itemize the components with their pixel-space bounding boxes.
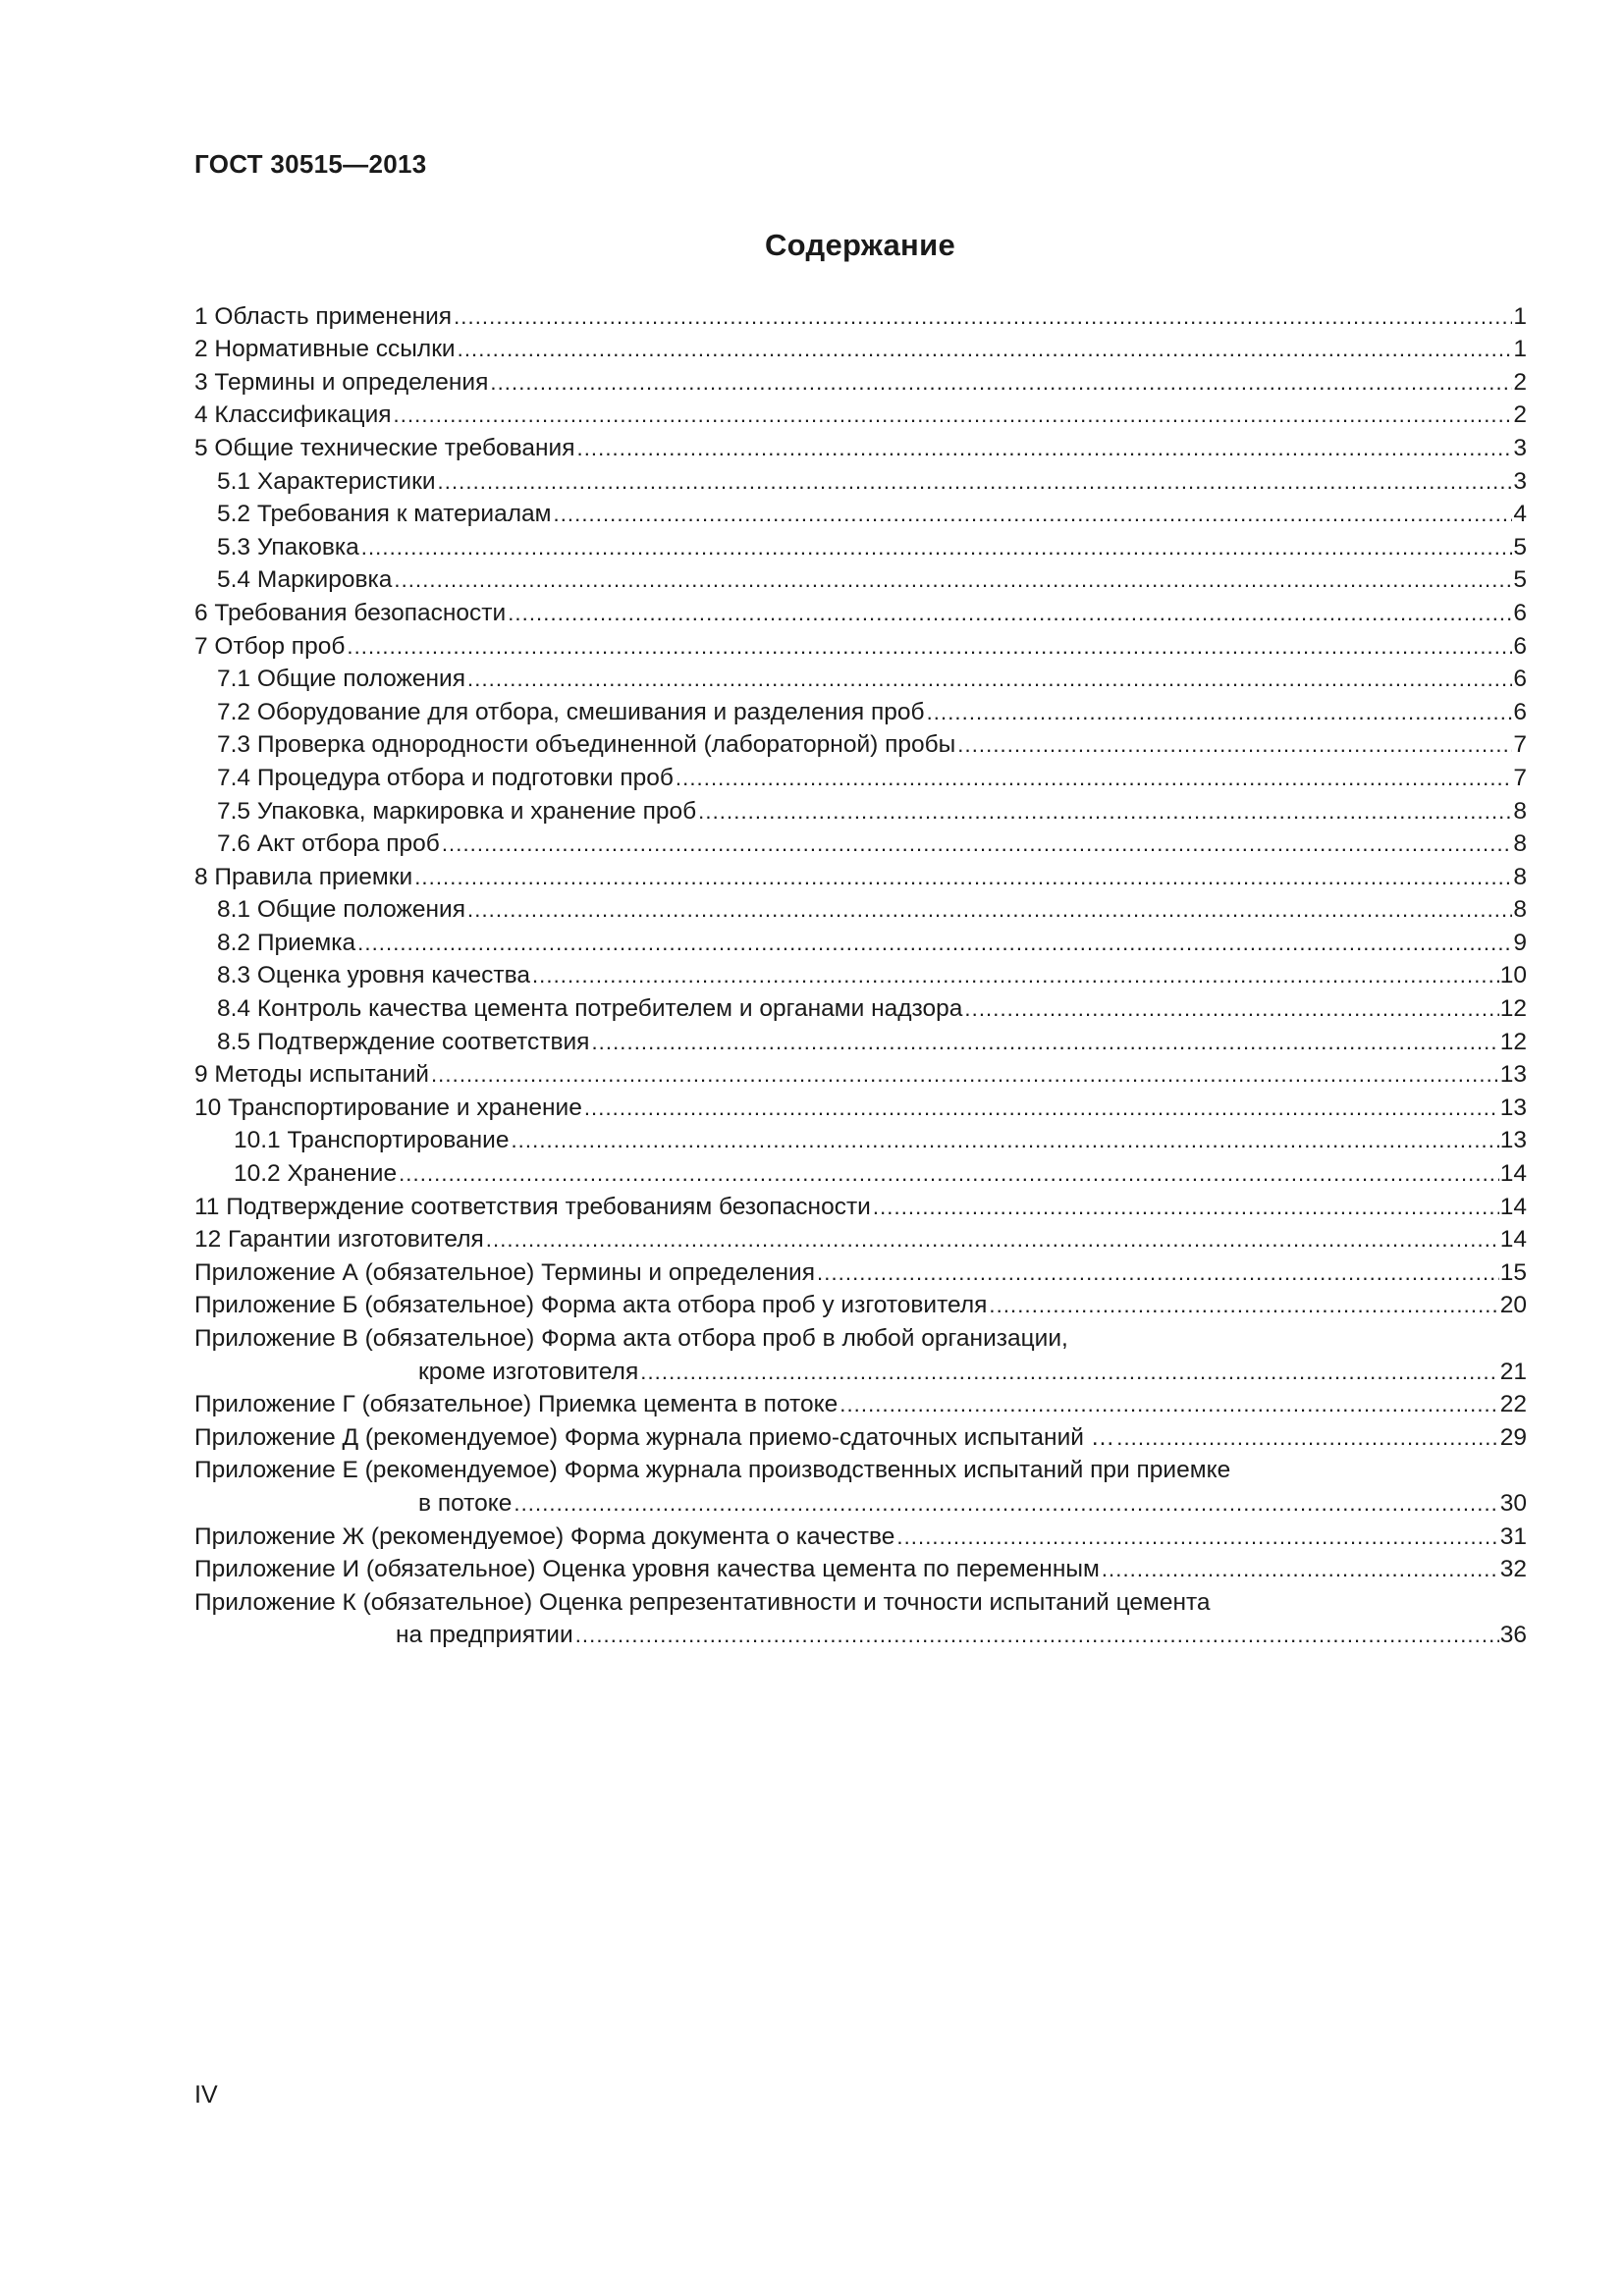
toc-leader-dots <box>431 1061 1499 1089</box>
toc-leader-dots <box>394 401 1513 429</box>
toc-leader-dots <box>989 1292 1498 1319</box>
toc-entry[interactable] <box>194 1287 1527 1320</box>
toc-title: Содержание <box>765 228 955 262</box>
toc-entry[interactable] <box>194 627 1527 661</box>
toc-entry-title: 7 Отбор проб <box>194 632 346 660</box>
toc-entry-page: 20 <box>1499 1292 1527 1319</box>
toc-entry-title: 5.4 Маркировка <box>217 566 393 594</box>
toc-leader-dots <box>957 731 1512 759</box>
toc-entry[interactable] <box>194 693 1527 726</box>
toc-entry-page: 6 <box>1513 666 1527 693</box>
toc-entry[interactable] <box>194 594 1527 627</box>
toc-entry-title: 10.2 Хранение <box>234 1160 398 1188</box>
toc-entry[interactable] <box>194 924 1527 957</box>
toc-entry-page: 8 <box>1513 830 1527 858</box>
toc-entry-title: 12 Гарантии изготовителя <box>194 1226 484 1254</box>
toc-entry-page: 13 <box>1499 1094 1527 1121</box>
toc-entry-page: 9 <box>1513 929 1527 956</box>
toc-entry-title: 5.1 Характеристики <box>217 467 436 495</box>
toc-entry[interactable] <box>194 1551 1527 1584</box>
toc-leader-dots <box>584 1095 1499 1122</box>
toc-leader-dots <box>839 1391 1499 1418</box>
toc-leader-dots <box>640 1359 1498 1386</box>
toc-leader-dots <box>817 1259 1499 1287</box>
toc-entry-title: Приложение В (обязательное) Форма акта отбора проб в любой организации, <box>194 1325 1068 1352</box>
toc-leader-dots <box>964 995 1498 1023</box>
toc-entry[interactable] <box>194 496 1527 529</box>
toc-leader-dots <box>591 1029 1498 1056</box>
toc-entry-page: 5 <box>1513 533 1527 561</box>
toc-entry-page: 7 <box>1513 731 1527 759</box>
toc-leader-dots <box>361 534 1513 561</box>
toc-entry-title: 7.4 Процедура отбора и подготовки проб <box>217 764 674 791</box>
toc-entry[interactable] <box>194 331 1527 364</box>
toc-leader-dots <box>467 666 1512 693</box>
toc-entry-title: 7.2 Оборудование для отбора, смешивания и разделения проб <box>217 698 925 725</box>
toc-leader-dots <box>927 699 1513 726</box>
page-number: IV <box>194 2081 218 2109</box>
toc-entry-title: 11 Подтверждение соответствия требованиям безопасности <box>194 1193 871 1220</box>
toc-entry-page: 6 <box>1513 698 1527 725</box>
toc-entry[interactable] <box>194 1122 1527 1155</box>
toc-entry[interactable] <box>194 826 1527 859</box>
toc-entry-page: 2 <box>1513 368 1527 396</box>
toc-entry-title: 1 Область применения <box>194 302 453 330</box>
document-id: ГОСТ 30515—2013 <box>194 149 427 179</box>
toc-entry-page: 29 <box>1499 1423 1527 1451</box>
toc-entry-title: 8.4 Контроль качества цемента потребителем и органами надзора <box>217 995 963 1023</box>
toc-leader-dots <box>896 1523 1498 1551</box>
toc-entry-page: 4 <box>1513 501 1527 528</box>
toc-entry-page: 22 <box>1499 1391 1527 1418</box>
toc-entry-title: 5 Общие технические требования <box>194 434 575 461</box>
toc-entry[interactable] <box>194 561 1527 595</box>
toc-entry-continuation[interactable] <box>194 1353 1527 1386</box>
toc-entry[interactable] <box>194 429 1527 462</box>
toc-entry-page: 8 <box>1513 797 1527 825</box>
toc-entry-page: 12 <box>1499 995 1527 1023</box>
toc-entry-page: 21 <box>1499 1358 1527 1385</box>
toc-leader-dots <box>347 633 1512 661</box>
toc-entry-page: 12 <box>1499 1028 1527 1055</box>
toc-entry-page: 14 <box>1499 1160 1527 1188</box>
toc-entry-page: 5 <box>1513 566 1527 594</box>
toc-entry-title-continuation: на предприятии <box>396 1622 573 1649</box>
toc-entry-title: Приложение Б (обязательное) Форма акта отбора проб у изготовителя <box>194 1292 988 1319</box>
toc-entry[interactable] <box>194 759 1527 792</box>
toc-entry-page: 32 <box>1499 1556 1527 1583</box>
toc-entry[interactable] <box>194 462 1527 496</box>
toc-entry-title: 7.1 Общие положения <box>217 666 466 693</box>
toc-entry[interactable] <box>194 1188 1527 1221</box>
toc-leader-dots <box>414 864 1512 891</box>
toc-leader-dots <box>511 1127 1498 1154</box>
toc-entry[interactable] <box>194 1386 1527 1419</box>
toc-leader-dots <box>486 1226 1499 1254</box>
toc-entry[interactable] <box>194 858 1527 891</box>
toc-entry[interactable] <box>194 661 1527 694</box>
toc-entry-title: 4 Классификация <box>194 401 392 429</box>
toc-entry-continuation[interactable] <box>194 1617 1527 1650</box>
toc-entry-title: Приложение И (обязательное) Оценка уровня качества цемента по переменным <box>194 1556 1100 1583</box>
toc-entry-title: 3 Термины и определения <box>194 368 489 396</box>
toc-leader-dots <box>698 798 1512 826</box>
toc-leader-dots <box>467 896 1512 924</box>
toc-entry-page: 7 <box>1513 764 1527 791</box>
toc-entry-title: 8.1 Общие положения <box>217 896 466 924</box>
toc-entry[interactable] <box>194 1056 1527 1090</box>
toc-entry[interactable] <box>194 1221 1527 1255</box>
toc-entry-title: 8 Правила приемки <box>194 863 413 890</box>
toc-entry[interactable] <box>194 1089 1527 1122</box>
toc-entry[interactable] <box>194 1154 1527 1188</box>
toc-leader-dots <box>1102 1556 1499 1583</box>
toc-leader-dots <box>676 765 1512 792</box>
toc-leader-dots <box>454 303 1512 331</box>
toc-entry-title: 10.1 Транспортирование <box>234 1127 510 1154</box>
toc-entry-title: 6 Требования безопасности <box>194 599 507 626</box>
toc-entry-page: 3 <box>1513 434 1527 461</box>
toc-entry-title: 7.3 Проверка однородности объединенной (лабораторной) пробы <box>217 731 956 759</box>
toc-entry-title: Приложение К (обязательное) Оценка репрезентативности и точности испытаний цемента <box>194 1588 1211 1616</box>
toc-entry-title: 8.2 Приемка <box>217 929 356 956</box>
toc-entry-page: 1 <box>1513 336 1527 363</box>
toc-entry-page: 15 <box>1499 1258 1527 1286</box>
toc-entry-title: Приложение А (обязательное) Термины и определения <box>194 1258 816 1286</box>
toc-entry-title: 8.3 Оценка уровня качества <box>217 962 530 989</box>
toc-entry-title: 7.5 Упаковка, маркировка и хранение проб <box>217 797 697 825</box>
table-of-contents <box>194 297 1527 1649</box>
toc-leader-dots <box>508 600 1512 627</box>
toc-entry-title: 9 Методы испытаний <box>194 1061 429 1089</box>
toc-entry[interactable] <box>194 1452 1527 1485</box>
toc-entry[interactable] <box>194 1023 1527 1056</box>
toc-leader-dots <box>399 1160 1499 1188</box>
toc-entry-page: 36 <box>1499 1622 1527 1649</box>
toc-entry-title: 5.2 Требования к материалам <box>217 501 552 528</box>
toc-entry-page: 8 <box>1513 896 1527 924</box>
toc-entry[interactable] <box>194 297 1527 331</box>
toc-leader-dots <box>458 336 1513 363</box>
toc-entry-continuation[interactable] <box>194 1484 1527 1518</box>
toc-entry[interactable] <box>194 891 1527 925</box>
toc-entry-page: 30 <box>1499 1489 1527 1517</box>
toc-leader-dots <box>553 501 1512 528</box>
toc-entry[interactable] <box>194 726 1527 760</box>
toc-entry[interactable] <box>194 989 1527 1023</box>
toc-entry-page: 6 <box>1513 632 1527 660</box>
toc-entry[interactable] <box>194 1254 1527 1287</box>
toc-entry-page: 6 <box>1513 599 1527 626</box>
toc-entry-title: 7.6 Акт отбора проб <box>217 830 440 858</box>
toc-entry-page: 31 <box>1499 1522 1527 1550</box>
toc-entry-title: Приложение Д (рекомендуемое) Форма журнала приемо-сдаточных испытаний … <box>194 1423 1115 1451</box>
toc-leader-dots <box>357 930 1512 957</box>
toc-entry[interactable] <box>194 1418 1527 1452</box>
toc-entry-page: 14 <box>1499 1193 1527 1220</box>
toc-entry[interactable] <box>194 1583 1527 1617</box>
toc-entry-page: 14 <box>1499 1226 1527 1254</box>
toc-entry-title: Приложение Ж (рекомендуемое) Форма документа о качестве <box>194 1522 895 1550</box>
toc-entry-title: 10 Транспортирование и хранение <box>194 1094 582 1121</box>
toc-leader-dots <box>532 962 1499 989</box>
toc-leader-dots <box>1116 1424 1498 1452</box>
toc-leader-dots <box>442 830 1513 858</box>
toc-entry[interactable] <box>194 1518 1527 1551</box>
toc-entry[interactable] <box>194 397 1527 430</box>
toc-entry[interactable] <box>194 363 1527 397</box>
toc-entry-title: Приложение Г (обязательное) Приемка цемента в потоке <box>194 1391 839 1418</box>
toc-leader-dots <box>873 1194 1499 1221</box>
toc-entry[interactable] <box>194 1319 1527 1353</box>
toc-entry-title-continuation: в потоке <box>418 1489 513 1517</box>
toc-entry-title: 8.5 Подтверждение соответствия <box>217 1028 590 1055</box>
toc-leader-dots <box>575 1622 1499 1649</box>
toc-leader-dots <box>438 468 1513 496</box>
toc-entry[interactable] <box>194 957 1527 990</box>
toc-leader-dots <box>490 369 1512 397</box>
toc-entry-title: Приложение Е (рекомендуемое) Форма журнала производственных испытаний при приемке <box>194 1457 1231 1484</box>
toc-leader-dots <box>576 435 1512 462</box>
toc-entry-title-continuation: кроме изготовителя <box>418 1358 639 1385</box>
toc-leader-dots <box>394 566 1512 594</box>
toc-entry-page: 10 <box>1499 962 1527 989</box>
toc-entry[interactable] <box>194 528 1527 561</box>
toc-entry-page: 1 <box>1513 302 1527 330</box>
toc-entry-page: 13 <box>1499 1127 1527 1154</box>
toc-entry[interactable] <box>194 792 1527 826</box>
toc-entry-title: 5.3 Упаковка <box>217 533 359 561</box>
toc-entry-page: 2 <box>1513 401 1527 429</box>
toc-entry-page: 3 <box>1513 467 1527 495</box>
toc-entry-title: 2 Нормативные ссылки <box>194 336 456 363</box>
toc-leader-dots <box>514 1490 1498 1518</box>
toc-entry-page: 8 <box>1513 863 1527 890</box>
toc-entry-page: 13 <box>1499 1061 1527 1089</box>
